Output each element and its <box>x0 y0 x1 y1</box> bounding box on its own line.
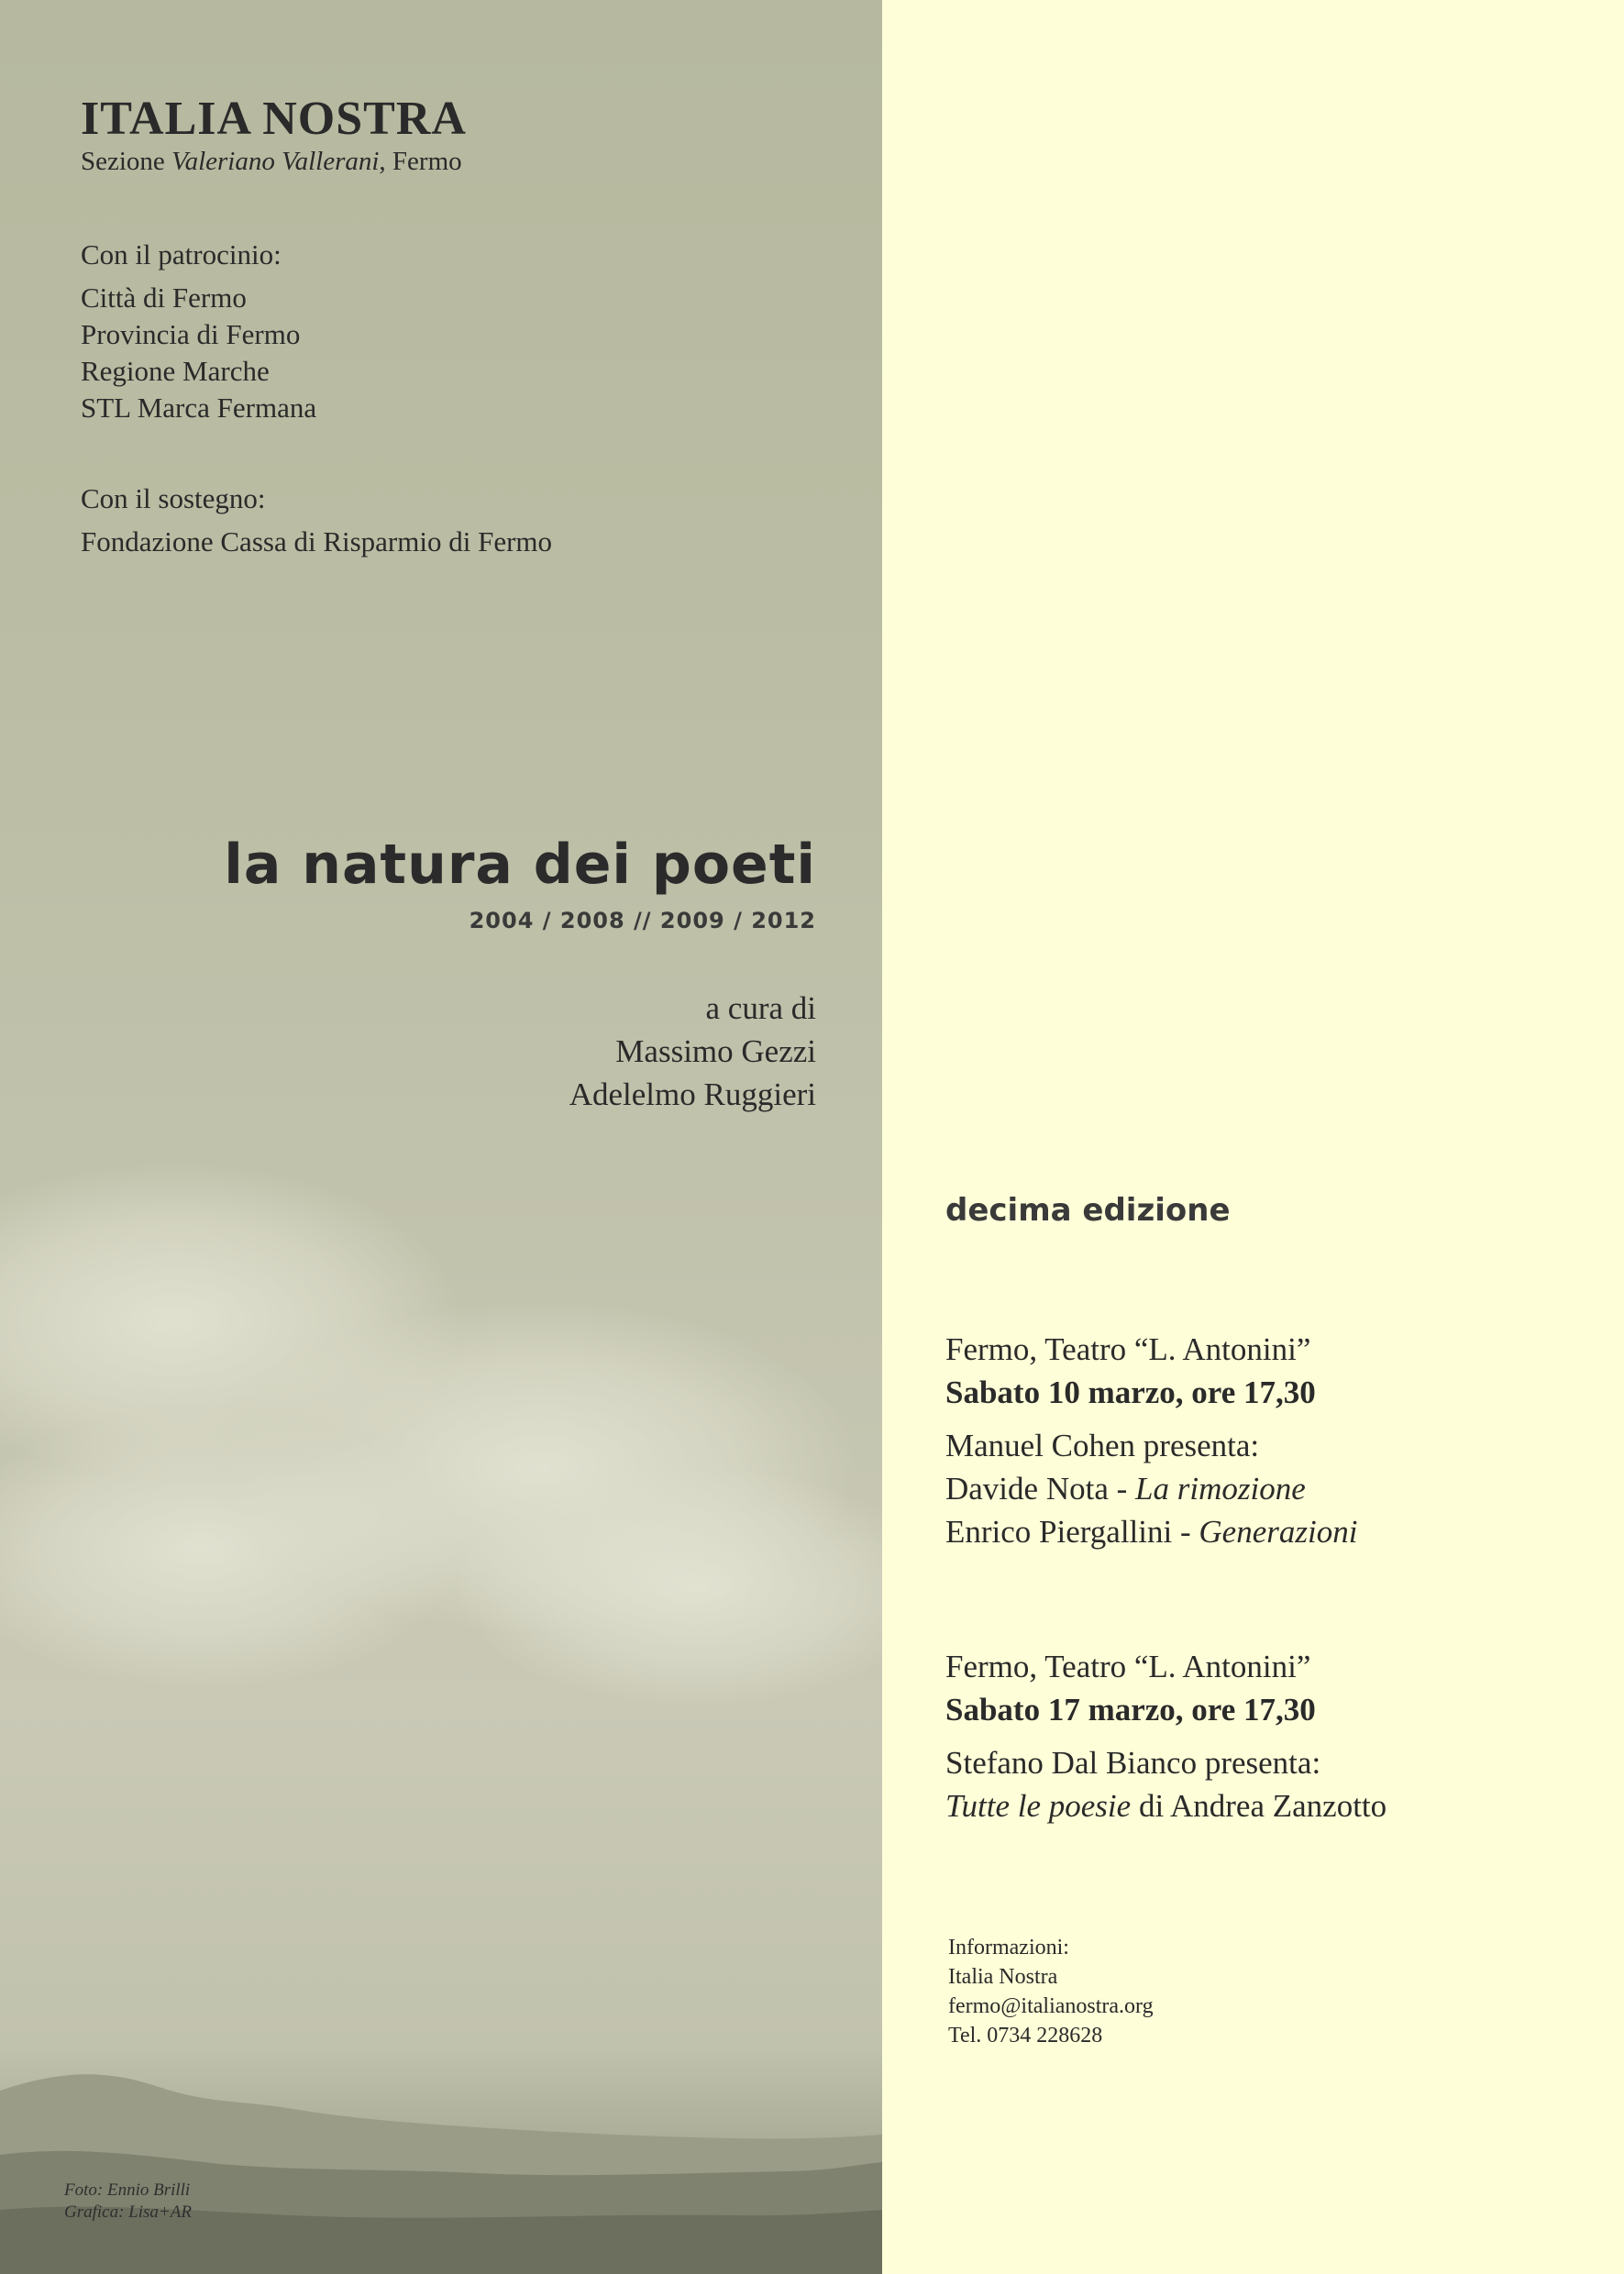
info-phone: Tel. 0734 228628 <box>948 2024 1103 2048</box>
patron-item: Città di Fermo <box>81 281 247 314</box>
session-work: Tutte le poesie di Andrea Zanzotto <box>945 1788 1387 1824</box>
session-venue: Fermo, Teatro “L. Antonini” <box>945 1649 1311 1684</box>
edition-label: decima edizione <box>945 1192 1231 1229</box>
landscape-silhouette <box>0 2017 882 2274</box>
patronage-block <box>81 237 316 426</box>
credits <box>64 2180 192 2224</box>
session-presenter: Stefano Dal Bianco presenta: <box>945 1745 1321 1781</box>
session-date: Sabato 17 marzo, ore 17,30 <box>945 1692 1316 1728</box>
org-name: ITALIA NOSTRA <box>81 93 467 145</box>
session-venue: Fermo, Teatro “L. Antonini” <box>945 1331 1311 1367</box>
patronage-heading: Con il patrocinio: <box>81 238 282 270</box>
event-title: la natura dei poeti <box>224 833 816 897</box>
support-item: Fondazione Cassa di Risparmio di Fermo <box>81 525 553 557</box>
session-presenter: Manuel Cohen presenta: <box>945 1428 1260 1463</box>
support-block <box>81 480 552 560</box>
patron-item: Provincia di Fermo <box>81 318 301 350</box>
curator-name: Adelelmo Ruggieri <box>569 1076 816 1112</box>
org-section: Sezione Valeriano Vallerani, Fermo <box>81 147 462 176</box>
section-name: Valeriano Vallerani <box>171 147 380 176</box>
session-work: Davide Nota - La rimozione <box>945 1471 1306 1507</box>
support-heading: Con il sostegno: <box>81 482 266 514</box>
patron-item: Regione Marche <box>81 355 270 387</box>
work-title: Tutte le poesie <box>945 1788 1132 1824</box>
photo-credit: Foto: Ennio Brilli <box>64 2180 191 2200</box>
graphics-credit: Grafica: Lisa+AR <box>64 2202 192 2222</box>
session-work: Enrico Piergallini - Generazioni <box>945 1514 1358 1550</box>
work-title: Generazioni <box>1199 1514 1358 1550</box>
info-heading: Informazioni: <box>948 1936 1069 1959</box>
curated-by-label: a cura di <box>705 990 816 1026</box>
curator-name: Massimo Gezzi <box>615 1033 816 1069</box>
session-1 <box>945 1328 1357 1553</box>
session-2 <box>945 1645 1386 1827</box>
curators-block <box>569 987 816 1116</box>
info-email: fermo@italianostra.org <box>948 1994 1154 2018</box>
patron-item: STL Marca Fermana <box>81 392 317 424</box>
work-title: La rimozione <box>1135 1471 1306 1507</box>
info-line: Italia Nostra <box>948 1965 1058 1989</box>
session-date: Sabato 10 marzo, ore 17,30 <box>945 1374 1316 1410</box>
contact-info <box>948 1933 1154 2050</box>
event-years: 2004 / 2008 // 2009 / 2012 <box>469 908 816 933</box>
